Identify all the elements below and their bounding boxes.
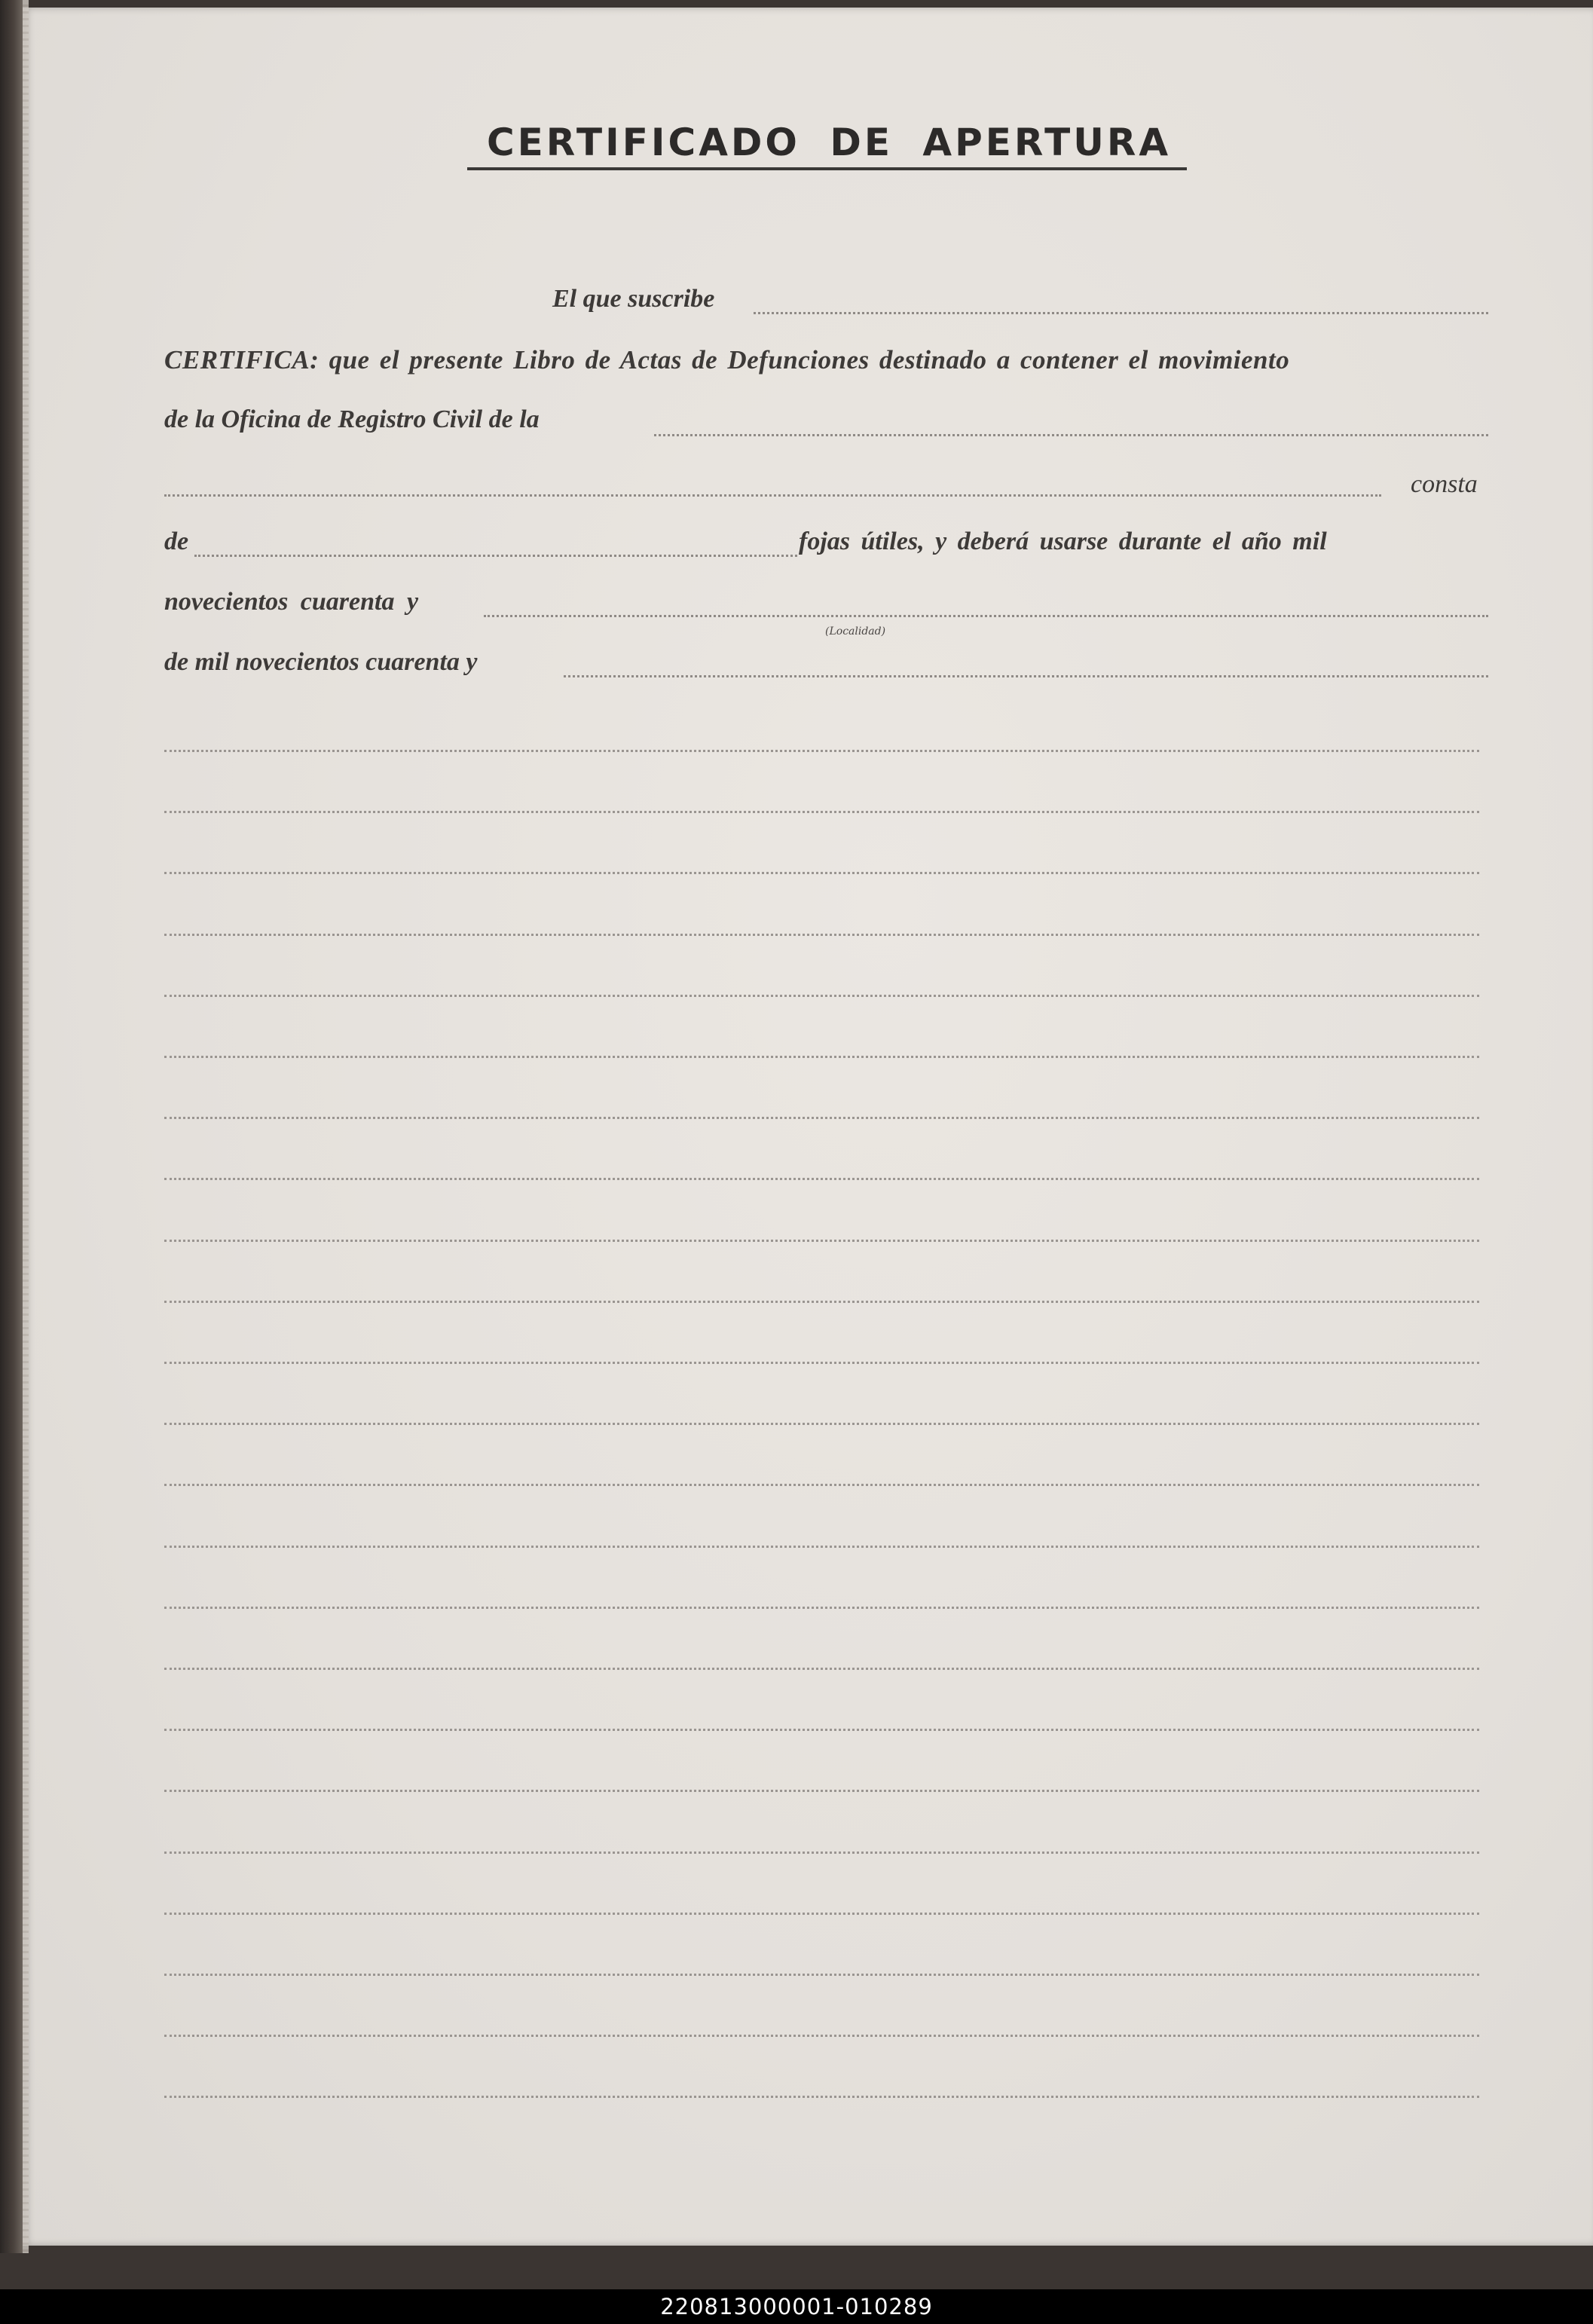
line-de: de [164,527,189,555]
ruled-line [164,1301,1479,1303]
book-binding [0,0,23,2253]
ruled-line [164,872,1479,874]
line-oficina: de la Oficina de Registro Civil de la [164,405,540,433]
line-de-mil: de mil novecientos cuarenta y [164,648,478,676]
line-consta: consta [1411,470,1478,498]
line-suscribe: El que suscribe [552,285,715,313]
ruled-line [164,1790,1479,1792]
archive-id-footer: 220813000001-010289 [0,2289,1593,2324]
fill-line-de-mil [564,675,1488,677]
ruled-line [164,1178,1479,1180]
ruled-line [164,2096,1479,2098]
ruled-line [164,750,1479,752]
line-certifica: CERTIFICA: que el presente Libro de Actas de Defunciones destinado a contener el movimiento [164,345,1290,375]
ruled-line [164,1668,1479,1670]
fill-line-localidad [164,494,1381,497]
ruled-line [164,1362,1479,1364]
page-stack-edge [23,0,29,2253]
fill-line-suscribe [754,312,1488,314]
ruled-line [164,1607,1479,1609]
ruled-line [164,1423,1479,1425]
document-page [23,8,1593,2246]
ruled-line [164,1484,1479,1486]
fill-line-fojas [194,555,797,557]
line-novecientos: novecientos cuarenta y [164,588,419,616]
ruled-line [164,1240,1479,1242]
ruled-line [164,1117,1479,1119]
ruled-line [164,1729,1479,1731]
ruled-line [164,995,1479,997]
fill-line-oficina [654,434,1488,436]
ruled-line [164,934,1479,936]
ruled-line [164,1913,1479,1915]
line-fojas: fojas útiles, y deberá usarse durante el año mil [799,527,1327,555]
document-title: CERTIFICADO DE APERTURA [486,121,1172,164]
ruled-line [164,1056,1479,1058]
ruled-line [164,1546,1479,1548]
fill-line-novecientos [484,615,1488,617]
ruled-line [164,1974,1479,1976]
title-underline [467,167,1187,170]
ruled-line [164,811,1479,813]
localidad-caption: (Localidad) [825,625,886,638]
ruled-line [164,1852,1479,1854]
ruled-line [164,2035,1479,2037]
